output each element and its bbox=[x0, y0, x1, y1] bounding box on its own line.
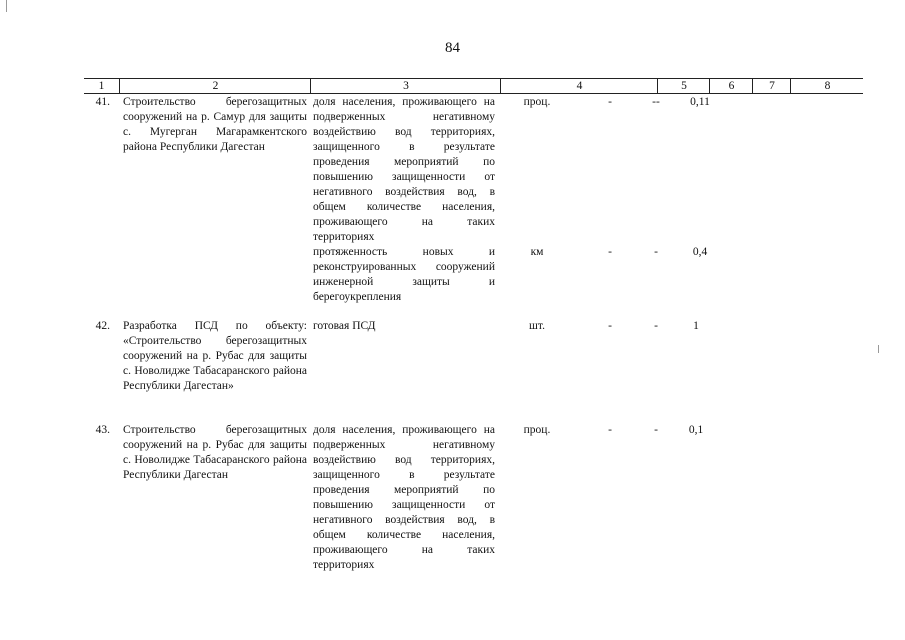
page-number: 84 bbox=[445, 40, 460, 56]
object-name: Строительство берегозащитных сооружений на р. Самур для защиты с. Мугерган Магарамкентского района Республики Дагестан bbox=[123, 96, 307, 153]
indicator-col6: - bbox=[654, 246, 658, 258]
row-number: 43. bbox=[95, 424, 110, 436]
scan-edge-mark bbox=[878, 345, 879, 353]
header-col-6: 6 bbox=[709, 79, 753, 93]
indicator-unit: проц. bbox=[523, 424, 551, 436]
row-number: 42. bbox=[95, 320, 110, 332]
indicator-value: 0,4 bbox=[692, 246, 708, 258]
indicator-value: 1 bbox=[693, 320, 699, 332]
indicator-name: доля населения, проживающего на подверженных негативному воздействию вод территориях, защищенного в результате проведения мероприятий по повышению защищенности от негативного воздействия вод, в общем количестве населения, проживающего на таких территориях bbox=[313, 424, 495, 571]
scan-edge-mark bbox=[6, 0, 7, 12]
indicator-unit: проц. bbox=[523, 96, 551, 108]
header-col-4: 4 bbox=[500, 79, 658, 93]
object-name: Строительство берегозащитных сооружений на р. Рубас для защиты с. Новолидже Табасаранского района Республики Дагестан bbox=[123, 424, 307, 481]
indicator-col5: - bbox=[608, 320, 612, 332]
indicator-value: 0,11 bbox=[690, 96, 710, 108]
indicator-col5: - bbox=[608, 424, 612, 436]
header-col-3: 3 bbox=[310, 79, 501, 93]
header-col-5: 5 bbox=[657, 79, 710, 93]
header-col-2: 2 bbox=[119, 79, 311, 93]
indicator-name: готовая ПСД bbox=[313, 320, 376, 332]
indicator-name: протяженность новых и реконструированных сооружений инженерной защиты и берегоукрепления bbox=[313, 246, 495, 303]
indicator-value: 0,1 bbox=[688, 424, 704, 436]
object-name: Разработка ПСД по объекту: «Строительство берегозащитных сооружений на р. Рубас для защиты с. Новолидже Табасаранского района Республики Дагестан» bbox=[123, 320, 307, 392]
row-number: 41. bbox=[95, 96, 110, 108]
indicator-col6: - bbox=[654, 320, 658, 332]
table-header bbox=[84, 78, 863, 94]
header-col-1: 1 bbox=[98, 80, 105, 92]
indicator-col5: - bbox=[608, 96, 612, 108]
header-col-7: 7 bbox=[752, 79, 791, 93]
indicator-col6: - bbox=[654, 424, 658, 436]
indicator-col5: - bbox=[608, 246, 612, 258]
indicator-unit: шт. bbox=[529, 320, 545, 332]
indicator-name: доля населения, проживающего на подверженных негативному воздействию вод территориях, защищенного в результате проведения мероприятий по повышению защищенности от негативного воздействия вод, в общем количестве населения, проживающего на таких территориях bbox=[313, 96, 495, 243]
indicator-col6: -- bbox=[652, 96, 660, 108]
indicator-unit: км bbox=[530, 246, 544, 258]
header-col-8: 8 bbox=[790, 79, 864, 93]
